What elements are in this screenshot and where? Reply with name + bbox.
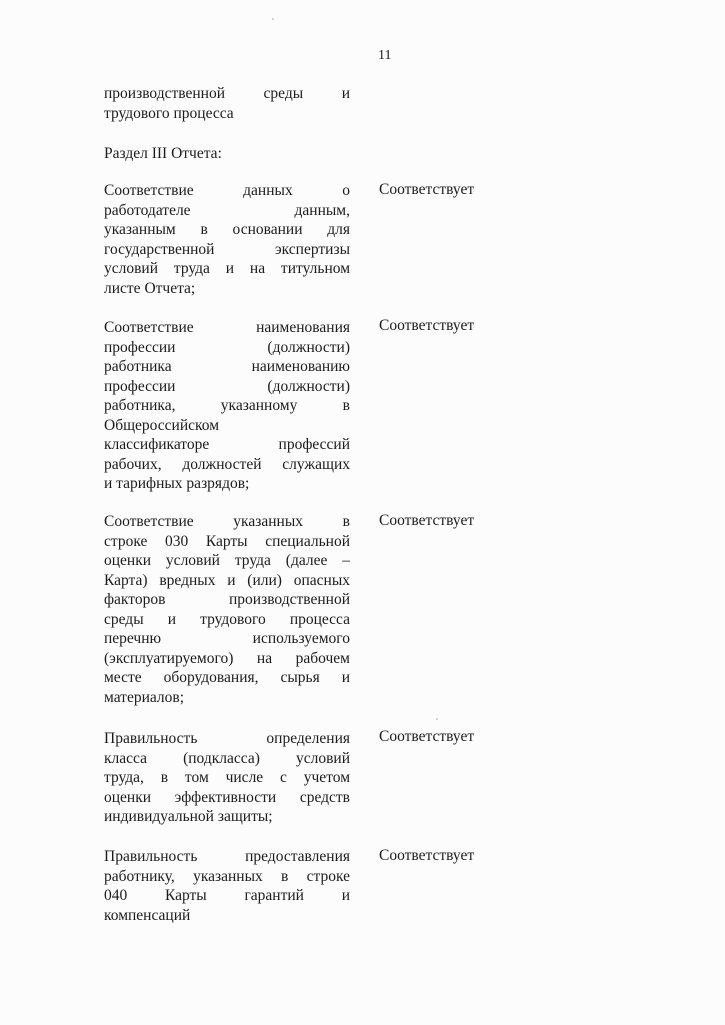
text-line: листе Отчета; xyxy=(104,279,196,297)
criterion-status: Соответствует xyxy=(379,317,475,334)
criterion-text xyxy=(104,318,350,494)
page-number: 11 xyxy=(378,48,392,63)
text-line: Карта) вредных и (или) опасных xyxy=(104,571,350,589)
text-line: профессии (должности) xyxy=(104,338,350,356)
text-line: перечню используемого xyxy=(104,630,350,647)
criterion-status: Соответствует xyxy=(379,847,475,864)
text-line: Соответствие данных о xyxy=(104,182,350,199)
text-line: 040 Карты гарантий и xyxy=(104,887,350,904)
text-line: оценки эффективности средств xyxy=(104,788,350,806)
text-line: оценки условий труда (далее – xyxy=(104,552,350,569)
text-line: условий труда и на титульном xyxy=(104,260,350,277)
criterion-status: Соответствует xyxy=(379,512,475,529)
text-line: Правильность предоставления xyxy=(104,848,350,865)
text-line: класса (подкласса) условий xyxy=(104,749,350,767)
criterion-text xyxy=(104,847,350,925)
text-line: Соответствие наименования xyxy=(104,319,350,336)
text-line: труда, в том числе с учетом xyxy=(104,769,350,786)
criterion-text xyxy=(104,181,350,298)
text-line: Общероссийском xyxy=(104,416,220,434)
criterion-text xyxy=(104,512,350,707)
intro-text xyxy=(104,84,350,123)
criterion-text xyxy=(104,729,350,827)
text-line: рабочих, должностей служащих xyxy=(104,455,350,473)
scan-speck xyxy=(272,18,274,20)
text-line: трудового процесса xyxy=(104,104,234,122)
text-line: Соответствие указанных в xyxy=(104,513,350,530)
text-line: индивидуальной защиты; xyxy=(104,808,273,825)
text-line: работника наименованию xyxy=(104,358,350,375)
text-line: работника, указанному в xyxy=(104,397,350,414)
text-line: классификаторе профессий xyxy=(104,436,350,453)
text-line: строке 030 Карты специальной xyxy=(104,532,350,550)
scan-speck xyxy=(436,718,438,720)
text-line: профессии (должности) xyxy=(104,377,350,395)
text-line: Правильность определения xyxy=(104,730,350,747)
text-line: материалов; xyxy=(104,688,185,706)
text-line: компенсаций xyxy=(104,906,191,924)
text-line: среды и трудового процесса xyxy=(104,610,350,628)
criterion-status: Соответствует xyxy=(379,728,475,745)
text-line: производственной среды и xyxy=(104,85,350,102)
text-line: (эксплуатируемого) на рабочем xyxy=(104,649,350,667)
text-line: месте оборудования, сырья и xyxy=(104,669,350,686)
text-line: государственной экспертизы xyxy=(104,240,350,258)
criterion-status: Соответствует xyxy=(379,181,475,198)
text-line: указанным в основании для xyxy=(104,221,350,238)
text-line: работодателе данным, xyxy=(104,201,350,219)
text-line: факторов производственной xyxy=(104,591,350,608)
text-line: работнику, указанных в строке xyxy=(104,867,350,885)
text-line: и тарифных разрядов; xyxy=(104,475,250,492)
section-heading: Раздел III Отчета: xyxy=(104,145,222,162)
